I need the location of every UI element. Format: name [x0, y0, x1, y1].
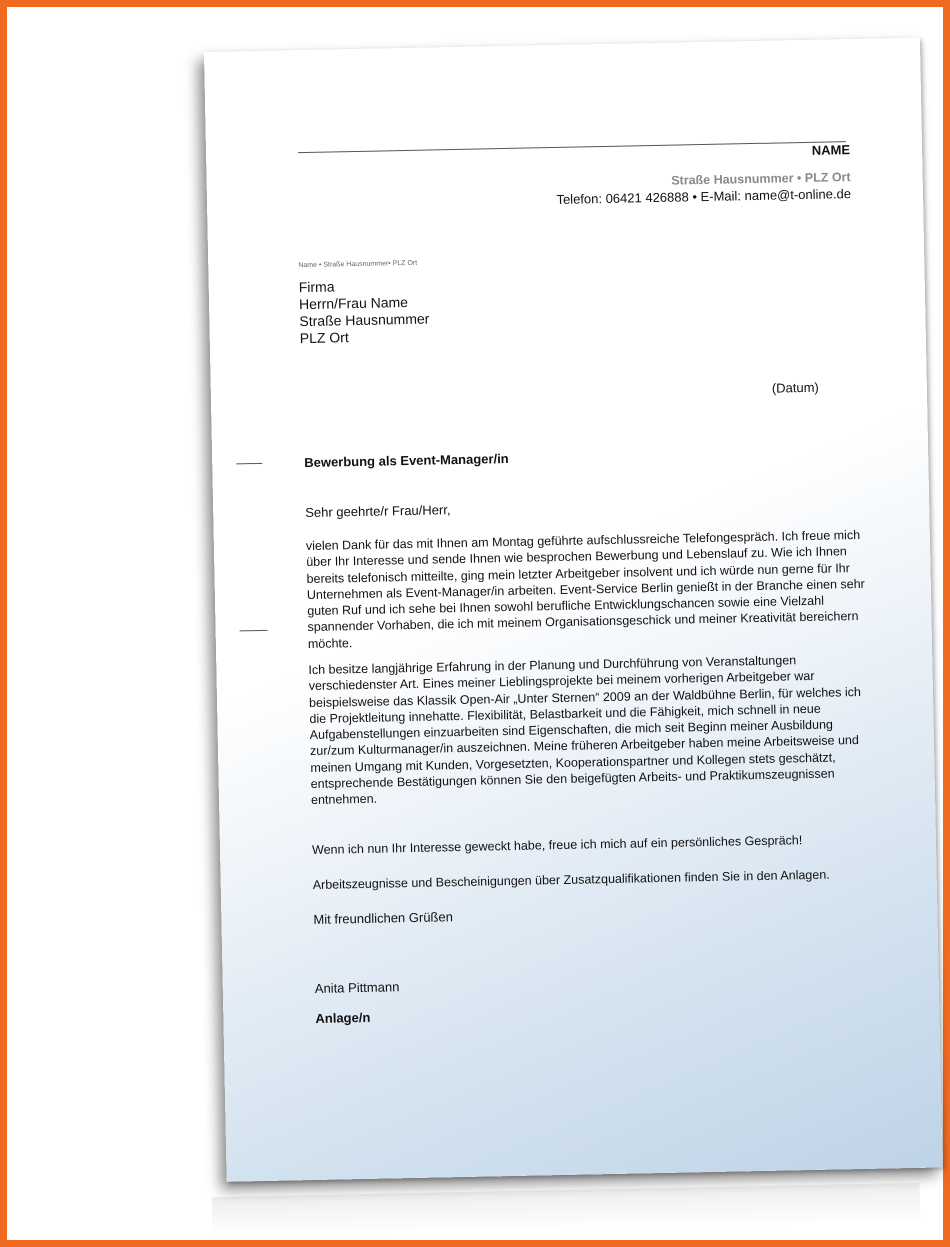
body-paragraph-2: Ich besitze langjährige Erfahrung in der Planung und Durchführung von Veranstaltungen verschiedenster Art. Eines meiner Lieblingsprojekte bei meinem vorherigen Arbeitgeber war beispielsweise das Klassik Open-Air „Unter Sternen“ 2009 an der Waldbühne Berlin, für welches ich die Projektleitung innehatte. Flexibilität, Belastbarkeit und die Fähigkeit, mich schnell in neue Aufgabenstellungen einzuarbeiten sind Eigenschaften, die mich seit Beginn meiner Ausbildung zur/zum Kulturmanager/in auszeichnen. Meine früheren Arbeitgeber haben meine Arbeitsweise und meinen Umgang mit Kunden, Vorgesetzten, Kooperationspartner und Kollegen stets geschätzt, entsprechende Bestätigungen können Sie den beigefügten Arbeits- und Praktikumszeugnissen entnehmen.: [308, 653, 862, 808]
fold-mark-top: [236, 463, 262, 465]
letter-salutation: Sehr geehrte/r Frau/Herr,: [305, 502, 451, 521]
letter-subject: Bewerbung als Event-Manager/in: [304, 450, 509, 471]
recipient-block: [299, 277, 430, 348]
body-paragraph-3: Wenn ich nun Ihr Interesse geweckt habe, freue ich mich auf ein persönliches Gespräch!: [311, 833, 803, 857]
letter-page: [204, 38, 943, 1182]
fold-mark-middle: [240, 630, 268, 632]
letter-date: (Datum): [771, 379, 819, 396]
recipient-person: Herrn/Frau Name: [298, 293, 409, 313]
signer-name: Anita Pittmann: [314, 979, 400, 996]
letterhead-name: NAME: [811, 142, 851, 158]
letterhead-address: Straße Hausnummer • PLZ Ort: [671, 170, 851, 188]
attachments-label: Anlage/n: [315, 1009, 371, 1026]
sender-return-line: Name • Straße Hausnummer• PLZ Ort: [298, 259, 418, 270]
body-paragraph-1: vielen Dank für das mit Ihnen am Montag geführte aufschlussreiche Telefongespräch. Ich freue mich über Ihr Interesse und sende Ihnen wie besprochen Bewerbung und Lebenslauf zu. Wie ich Ihnen bereits telefonisch mitteilte, ging mein letzter Arbeitgeber insolvent und ich würde nun gerne für Ihr Unternehmen als Event-Manager/in arbeiten. Event-Service Berlin genießt in der Branche einen sehr guten Ruf und ich sehe bei Ihnen sowohl berufliche Entwicklungschancen sowie eine Vielzahl spannender Vorhaben, die ich mit meinem Organisationsgeschick und meiner Kreativität bereichern möchte.: [305, 527, 865, 651]
header-rule: [298, 141, 846, 153]
recipient-street: Straße Hausnummer: [299, 310, 430, 330]
recipient-company: Firma: [298, 278, 335, 296]
letterhead-contact: Telefon: 06421 426888 • E-Mail: name@t-online.de: [556, 186, 852, 207]
recipient-city: PLZ Ort: [299, 329, 349, 347]
body-paragraph-4: Arbeitszeugnisse und Bescheinigungen über Zusatzqualifikationen finden Sie in den Anlagen.: [312, 867, 830, 892]
letter-closing: Mit freundlichen Grüßen: [313, 909, 454, 927]
